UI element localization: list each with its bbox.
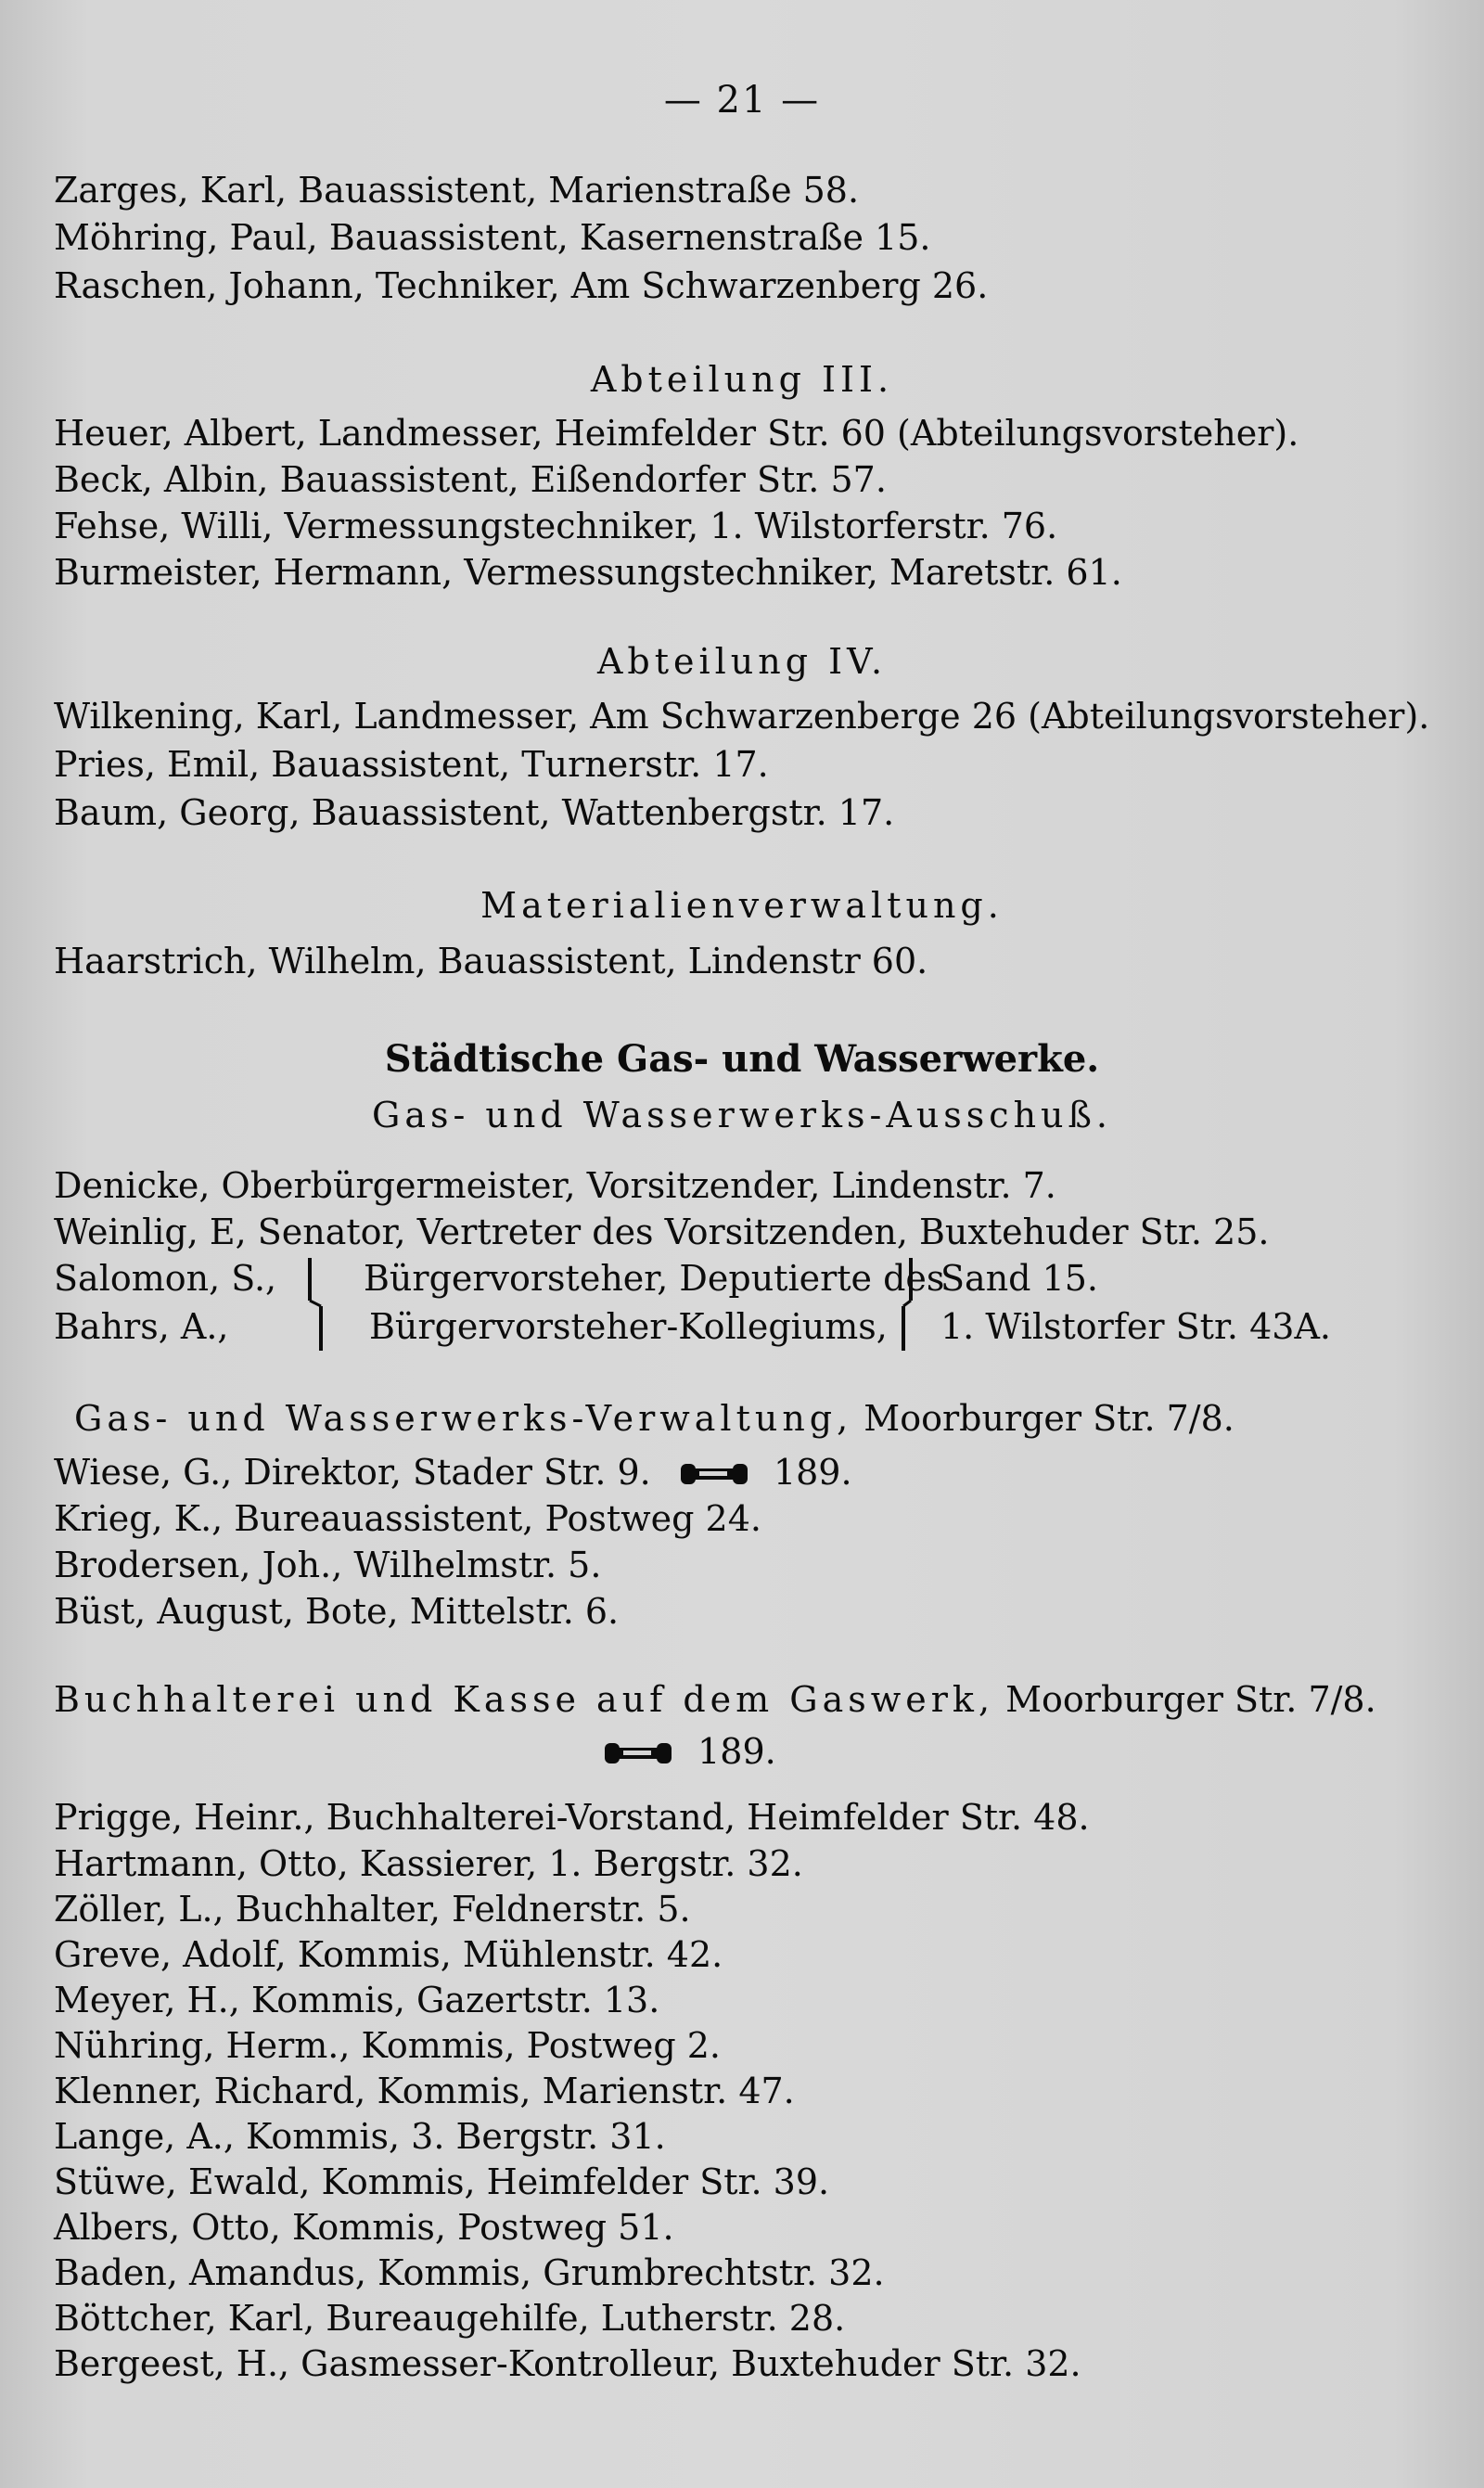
- entry-line: Klenner, Richard, Kommis, Marienstr. 47.: [54, 2071, 795, 2111]
- section-title-ausschuss: Gas- und Wasserwerks-Ausschuß.: [371, 1095, 1112, 1135]
- entry-line: Raschen, Johann, Techniker, Am Schwarzenberg 26.: [54, 265, 989, 306]
- heading-gas-wasserwerke: Städtische Gas- und Wasserwerke.: [384, 1037, 1100, 1081]
- entry-line: Stüwe, Ewald, Kommis, Heimfelder Str. 39.: [54, 2161, 830, 2202]
- entry-line: Möhring, Paul, Bauassistent, Kasernenstraße 15.: [54, 217, 931, 258]
- entry-line: Greve, Adolf, Kommis, Mühlenstr. 42.: [54, 1934, 723, 1975]
- entry-line: Baum, Georg, Bauassistent, Wattenbergstr. 17.: [54, 792, 895, 833]
- section-title-abteilung-3: Abteilung III.: [590, 359, 894, 400]
- entry-text: Wiese, G., Direktor, Stader Str. 9.: [54, 1452, 651, 1493]
- entry-line: Hartmann, Otto, Kassierer, 1. Bergstr. 32.: [54, 1843, 803, 1884]
- braced-address: 1. Wilstorfer Str. 43A.: [940, 1306, 1331, 1347]
- entry-line: Albers, Otto, Kommis, Postweg 51.: [54, 2207, 674, 2248]
- brace-right-icon: [900, 1254, 918, 1356]
- entry-line: Lange, A., Kommis, 3. Bergstr. 31.: [54, 2116, 666, 2157]
- entry-line: Zarges, Karl, Bauassistent, Marienstraße 58.: [54, 170, 860, 211]
- section-title-abteilung-4: Abteilung IV.: [596, 641, 888, 682]
- entry-line: Beck, Albin, Bauassistent, Eißendorfer Str. 57.: [54, 459, 887, 500]
- entry-line: Prigge, Heinr., Buchhalterei-Vorstand, Heimfelder Str. 48.: [54, 1797, 1090, 1838]
- entry-line: Denicke, Oberbürgermeister, Vorsitzender, Lindenstr. 7.: [54, 1165, 1056, 1206]
- section-title-verwaltung: [74, 1396, 1447, 1441]
- brace-left-icon: [306, 1254, 325, 1356]
- entry-line: Burmeister, Hermann, Vermessungstechniker, Maretstr. 61.: [54, 552, 1122, 593]
- buchhalterei-address: Moorburger Str. 7/8.: [1005, 1679, 1376, 1720]
- braced-middle: Bürgervorsteher-Kollegiums,: [369, 1306, 888, 1347]
- entry-line: Büst, August, Bote, Mittelstr. 6.: [54, 1591, 620, 1632]
- entry-line: Baden, Amandus, Kommis, Grumbrechtstr. 32.: [54, 2252, 885, 2293]
- entry-line: Krieg, K., Bureauassistent, Postweg 24.: [54, 1498, 761, 1539]
- entry-line: Nühring, Herm., Kommis, Postweg 2.: [54, 2025, 722, 2066]
- entry-line: Brodersen, Joh., Wilhelmstr. 5.: [54, 1545, 602, 1585]
- braced-name: Bahrs, A.,: [54, 1306, 229, 1347]
- entry-line: Fehse, Willi, Vermessungstechniker, 1. Wilstorferstr. 76.: [54, 506, 1058, 546]
- section-title-materialverwaltung: Materialienverwaltung.: [480, 885, 1004, 926]
- verwaltung-address: Moorburger Str. 7/8.: [864, 1398, 1235, 1439]
- right-brace: [900, 1254, 918, 1356]
- entry-line: Bergeest, H., Gasmesser-Kontrolleur, Buxtehuder Str. 32.: [54, 2343, 1081, 2384]
- telephone-icon: [603, 1733, 673, 1777]
- entry-line: Weinlig, E, Senator, Vertreter des Vorsitzenden, Buxtehuder Str. 25.: [54, 1212, 1270, 1252]
- entry-line: Wilkening, Karl, Landmesser, Am Schwarzenberge 26 (Abteilungsvorsteher).: [54, 696, 1430, 737]
- page-number: — 21 —: [663, 79, 821, 122]
- entry-line: Meyer, H., Kommis, Gazertstr. 13.: [54, 1980, 660, 2020]
- verwaltung-title: Gas- und Wasserwerks-Verwaltung,: [74, 1398, 853, 1439]
- entry-line: Zöller, L., Buchhalter, Feldnerstr. 5.: [54, 1889, 691, 1930]
- phone-number: 189.: [773, 1452, 852, 1493]
- braced-address: Sand 15.: [940, 1258, 1098, 1299]
- entry-line: Heuer, Albert, Landmesser, Heimfelder Str. 60 (Abteilungsvorsteher).: [54, 413, 1299, 454]
- section-title-buchhalterei: [54, 1677, 1447, 1722]
- phone-line: [603, 1729, 1447, 1774]
- entry-line: Haarstrich, Wilhelm, Bauassistent, Lindenstr 60.: [54, 941, 928, 981]
- buchhalterei-title: Buchhalterei und Kasse auf dem Gaswerk,: [54, 1679, 995, 1720]
- phone-number: 189.: [697, 1731, 776, 1772]
- braced-name: Salomon, S.,: [54, 1258, 277, 1299]
- telephone-icon: [679, 1454, 749, 1498]
- left-brace: [306, 1254, 325, 1356]
- entry-line-with-phone: [54, 1450, 1447, 1494]
- braced-middle: Bürgervorsteher, Deputierte des: [364, 1258, 945, 1299]
- entry-line: Böttcher, Karl, Bureaugehilfe, Lutherstr. 28.: [54, 2298, 846, 2339]
- entry-line: Pries, Emil, Bauassistent, Turnerstr. 17.: [54, 744, 769, 785]
